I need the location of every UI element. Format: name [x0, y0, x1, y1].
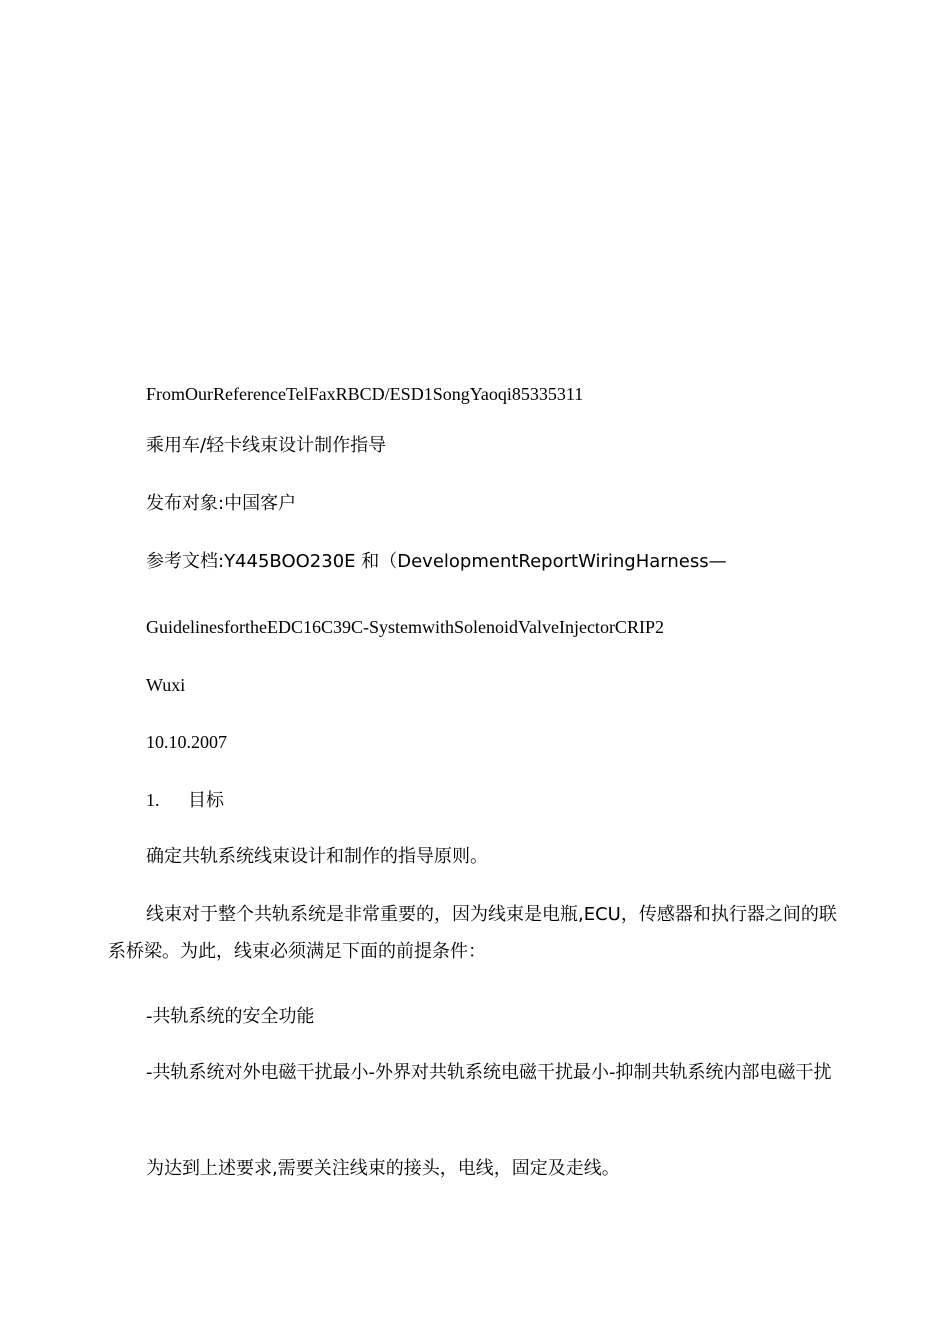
document-title: 乘用车/轻卡线束设计制作指导: [146, 435, 387, 456]
paragraph-5: 为达到上述要求,需要关注线束的接头，电线，固定及走线。: [146, 1158, 620, 1179]
date: 10.10.2007: [146, 732, 227, 752]
section-heading: [146, 788, 224, 813]
section-number: 1.: [146, 790, 160, 810]
reference-document-line-1: 参考文档:Y445BOO230E 和（DevelopmentReportWiringHarness—: [146, 551, 727, 572]
paragraph-4: -共轨系统对外电磁干扰最小-外界对共轨系统电磁干扰最小-抑制共轨系统内部电磁干扰: [146, 1062, 832, 1083]
paragraph-1: 确定共轨系统线束设计和制作的指导原则。: [146, 846, 488, 867]
reference-line: FromOurReferenceTelFaxRBCD/ESD1SongYaoqi85335311: [146, 384, 584, 404]
reference-document-line-2: GuidelinesfortheEDC16C39C-SystemwithSolenoidValveInjectorCRIP2: [146, 617, 664, 637]
paragraph-2: 线束对于整个共轨系统是非常重要的，因为线束是电瓶,ECU，传感器和执行器之间的联系桥梁。为此，线束必须满足下面的前提条件：: [108, 904, 837, 962]
section-title: 目标: [188, 790, 224, 811]
location: Wuxi: [146, 675, 186, 695]
paragraph-3: -共轨系统的安全功能: [146, 1006, 315, 1027]
audience-line: 发布对象:中国客户: [146, 493, 297, 514]
